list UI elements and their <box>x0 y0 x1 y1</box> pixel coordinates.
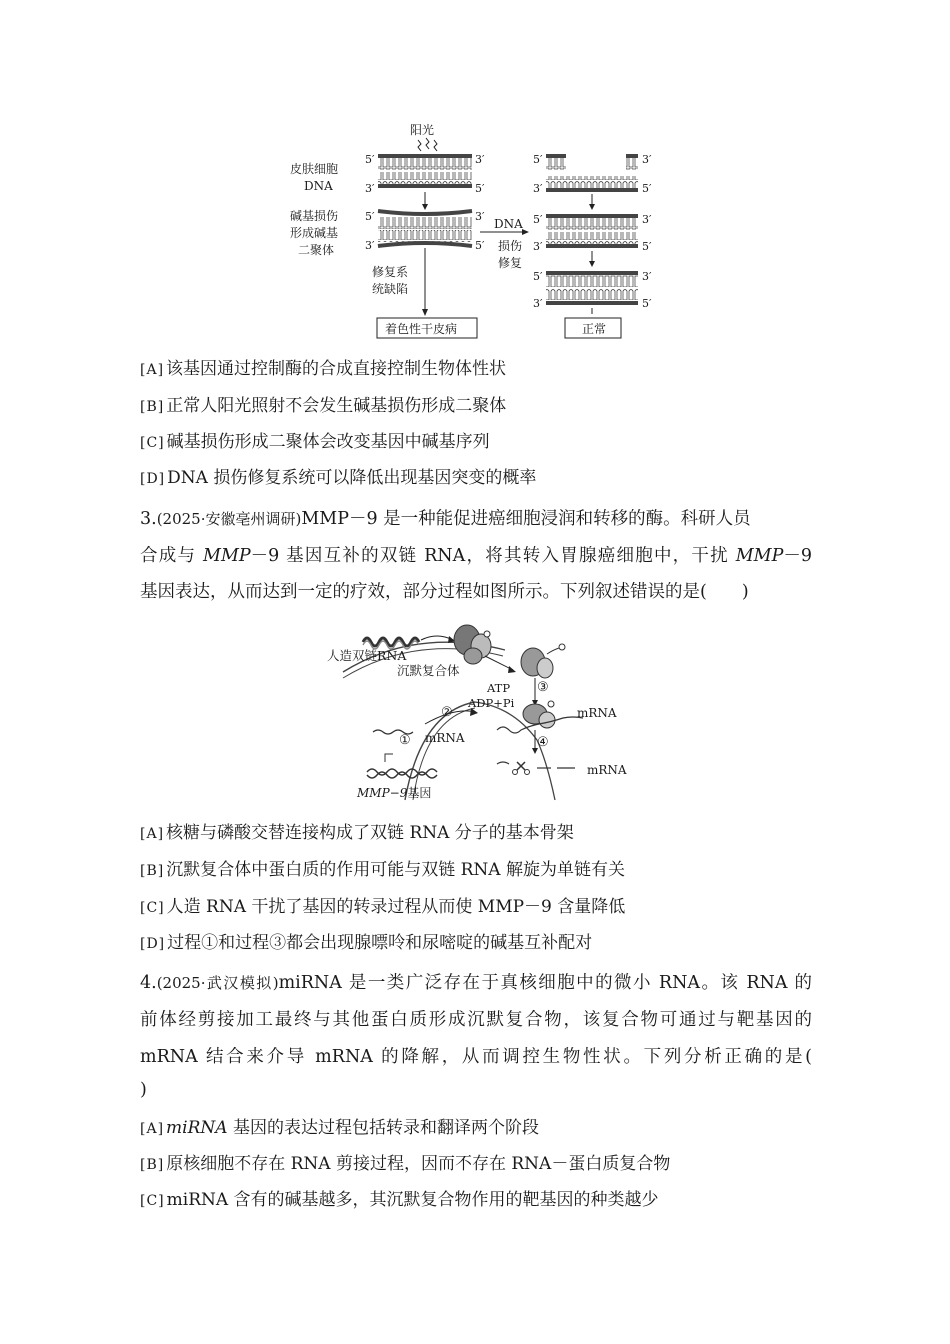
rnai-diagram <box>325 612 635 802</box>
q3-option-d[interactable]: [D] 过程①和过程③都会出现腺嘌呤和尿嘧啶的碱基互补配对 <box>140 933 593 953</box>
rnai-figure <box>325 612 635 802</box>
xeroderma-label: 着色性干皮病 <box>385 322 458 336</box>
svg-text:5′: 5′ <box>365 153 375 166</box>
q2-option-a[interactable]: [A] 该基因通过控制酶的合成直接控制生物体性状 <box>140 359 507 379</box>
silencing-complex-label: 沉默复合体 <box>397 663 460 678</box>
mrna-label-bound: mRNA <box>577 706 617 720</box>
mrna-label-degraded: mRNA <box>587 763 627 777</box>
step-3-label: ③ <box>537 680 549 695</box>
svg-text:3′: 3′ <box>475 210 485 223</box>
dna-strand-excised <box>533 153 652 195</box>
q3-option-c[interactable]: [C] 人造 RNA 干扰了基因的转录过程从而使 MMP－9 含量降低 <box>140 897 626 917</box>
svg-text:DNA: DNA <box>304 179 333 193</box>
svg-text:3′: 3′ <box>365 239 375 252</box>
dna-strand-repairing <box>533 213 652 253</box>
normal-label: 正常 <box>582 322 607 336</box>
svg-text:3′: 3′ <box>642 213 652 226</box>
svg-text:3′: 3′ <box>533 297 543 310</box>
q4-option-b[interactable]: [B] 原核细胞不存在 RNA 剪接过程，因而不存在 RNA－蛋白质复合物 <box>140 1154 671 1174</box>
atp-label: ATP <box>487 681 511 695</box>
dna-repair-diagram <box>280 120 670 342</box>
svg-text:5′: 5′ <box>642 297 652 310</box>
q4-option-a[interactable]: [A] miRNA 基因的表达过程包括转录和翻译两个阶段 <box>140 1118 539 1138</box>
svg-text:5′: 5′ <box>642 240 652 253</box>
skin-cell-dna-label: 皮肤细胞 <box>290 162 339 176</box>
q3-stem-line2: 合成与 MMP－9 基因互补的双链 RNA，将其转入胃腺癌细胞中，干扰 MMP－9 <box>140 546 812 566</box>
dna-strand-repaired <box>533 270 652 310</box>
svg-text:统缺陷: 统缺陷 <box>372 282 409 296</box>
q3-option-b[interactable]: [B] 沉默复合体中蛋白质的作用可能与双链 RNA 解旋为单链有关 <box>140 860 625 880</box>
svg-text:3′: 3′ <box>642 270 652 283</box>
q4-stem-line2: 前体经剪接加工最终与其他蛋白质形成沉默复合物，该复合物可通过与靶基因的 <box>140 1010 812 1030</box>
adp-label: ADP+Pi <box>468 696 515 710</box>
dimer-label: 碱基损伤 <box>290 209 339 223</box>
scissors-icon <box>517 762 525 770</box>
sun-ray-icon <box>418 140 421 151</box>
q4-stem-line3: mRNA 结合来介导 mRNA 的降解，从而调控生物性状。下列分析正确的是( <box>140 1047 812 1067</box>
silencing-complex-single-strand-icon <box>521 644 565 678</box>
svg-text:3′: 3′ <box>533 240 543 253</box>
q2-option-c[interactable]: [C] 碱基损伤形成二聚体会改变基因中碱基序列 <box>140 432 490 452</box>
svg-text:形成碱基: 形成碱基 <box>290 226 339 240</box>
q2-option-d[interactable]: [D] DNA 损伤修复系统可以降低出现基因突变的概率 <box>140 468 537 488</box>
svg-text:3′: 3′ <box>475 153 485 166</box>
svg-text:5′: 5′ <box>533 153 543 166</box>
svg-text:5′: 5′ <box>642 182 652 195</box>
svg-text:5′: 5′ <box>475 182 485 195</box>
svg-text:二聚体: 二聚体 <box>298 243 335 257</box>
svg-text:5′: 5′ <box>475 239 485 252</box>
svg-text:3′: 3′ <box>533 182 543 195</box>
q2-option-b[interactable]: [B] 正常人阳光照射不会发生碱基损伤形成二聚体 <box>140 396 507 416</box>
q3-source: (2025·安徽亳州调研) <box>156 510 302 528</box>
mrna-label-nucleus: mRNA <box>425 731 465 745</box>
q4-source: (2025·武汉模拟) <box>156 974 279 992</box>
step-4-label: ④ <box>537 735 549 750</box>
artificial-dsrna-label: 人造双链RNA <box>327 648 407 663</box>
svg-text:修复: 修复 <box>498 256 523 270</box>
q4-stem-line1: 4.(2025·武汉模拟)miRNA 是一类广泛存在于真核细胞中的微小 RNA。该 RNA 的 <box>140 973 812 993</box>
q3-stem-line1: 3.(2025·安徽亳州调研)MMP－9 是一种能促进癌细胞浸润和转移的酶。科研人员 <box>140 509 751 529</box>
q4-stem-line4: ) <box>140 1080 147 1100</box>
svg-text:5′: 5′ <box>533 270 543 283</box>
dna-strand-original <box>365 153 485 195</box>
silencing-complex-icon <box>454 625 491 664</box>
svg-text:损伤: 损伤 <box>498 239 523 253</box>
svg-text:3′: 3′ <box>365 182 375 195</box>
q3-stem-line3: 基因表达，从而达到一定的疗效，部分过程如图所示。下列叙述错误的是( ) <box>140 582 749 602</box>
q4-option-c[interactable]: [C] miRNA 含有的碱基越多，其沉默复合物作用的靶基因的种类越少 <box>140 1190 659 1210</box>
dna-strand-dimer <box>365 210 485 252</box>
q3-option-a[interactable]: [A] 核糖与磷酸交替连接构成了双链 RNA 分子的基本骨架 <box>140 823 574 843</box>
svg-text:3′: 3′ <box>642 153 652 166</box>
repair-defect-label: 修复系 <box>372 265 409 279</box>
svg-text:5′: 5′ <box>533 213 543 226</box>
mmp9-gene-label: MMP−9基因 <box>357 786 432 800</box>
step-1-label: ① <box>399 733 411 748</box>
dna-repair-label: DNA <box>494 217 523 231</box>
svg-text:5′: 5′ <box>365 210 375 223</box>
step-2-label: ② <box>441 705 453 720</box>
sunlight-label: 阳光 <box>410 123 435 137</box>
dna-repair-figure <box>280 120 670 342</box>
